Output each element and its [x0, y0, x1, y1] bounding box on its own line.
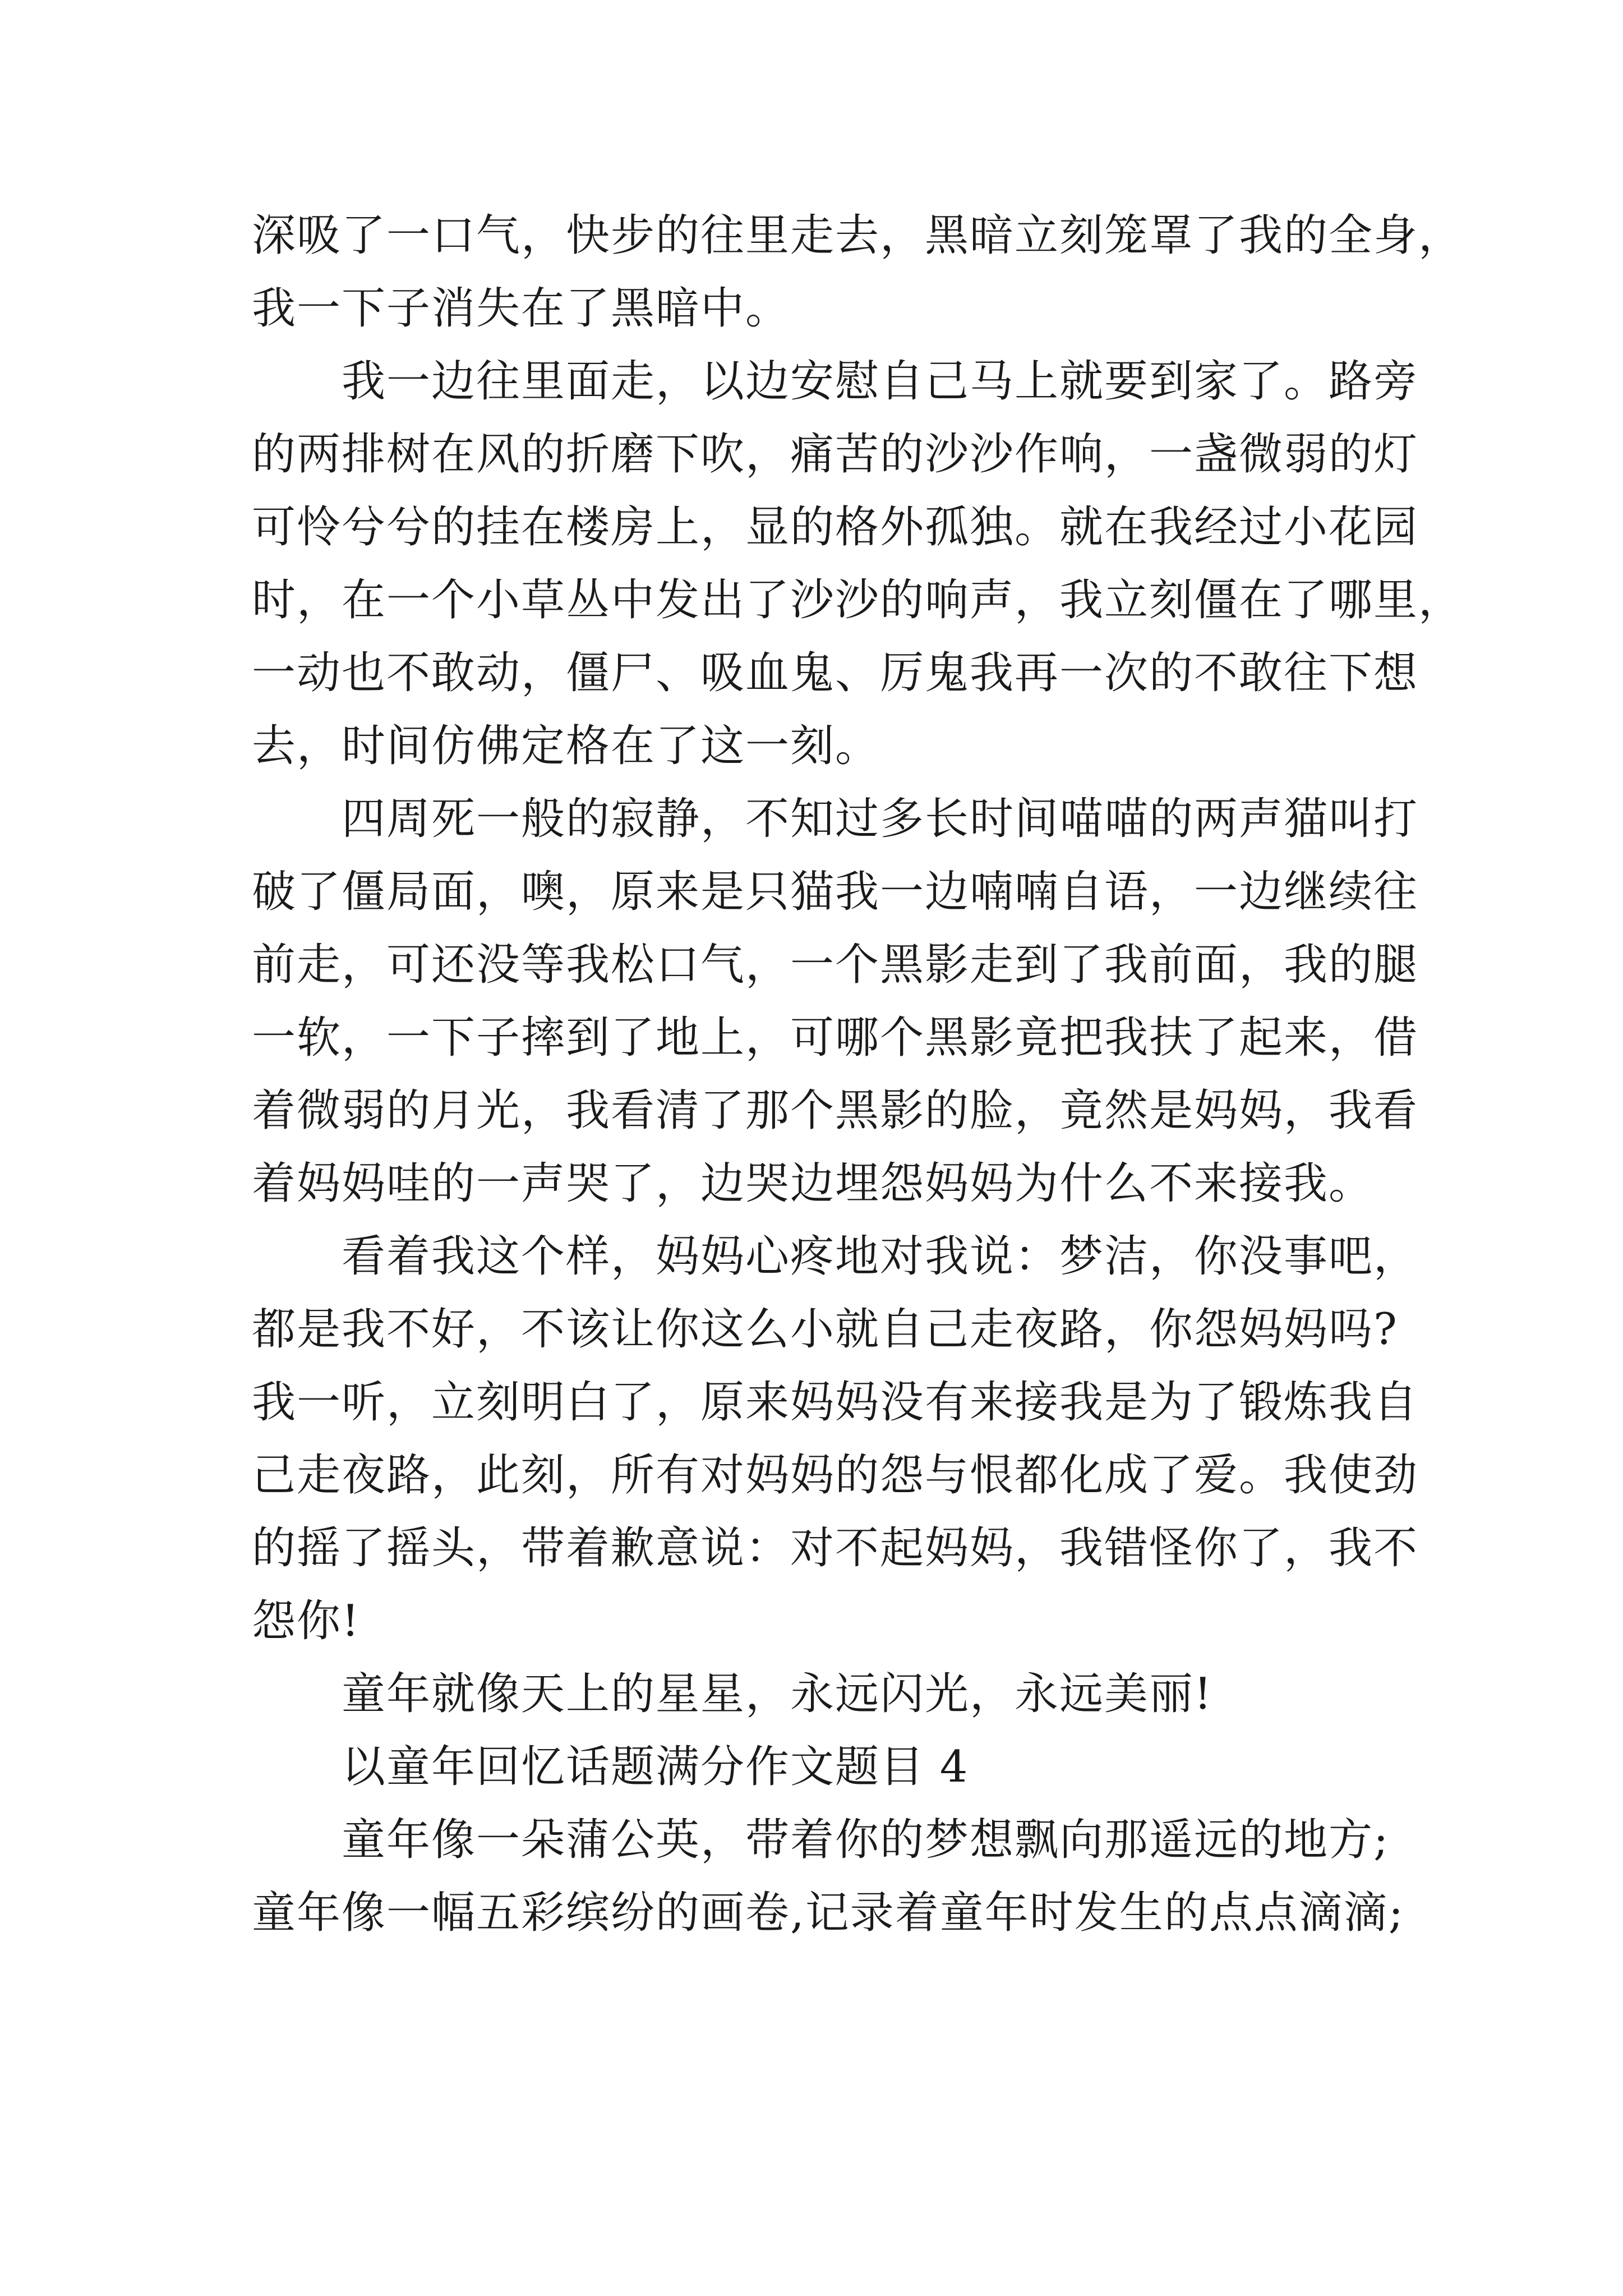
- paragraph: [252, 345, 1464, 783]
- text-line: 我一边往里面走，以边安慰自己马上就要到家了。路旁: [342, 356, 1419, 407]
- text-line: 着妈妈哇的一声哭了，边哭边埋怨妈妈为什么不来接我。: [252, 1158, 1374, 1209]
- text-line: 深吸了一口气，快步的往里走去，黑暗立刻笼罩了我的全身，: [252, 210, 1464, 261]
- paragraph: [252, 1803, 1405, 1949]
- text-line: 去，时间仿佛定格在了这一刻。: [252, 721, 880, 771]
- paragraph: [252, 1658, 1379, 1731]
- paragraph: [252, 1220, 1419, 1658]
- paragraph: [252, 1731, 1379, 1803]
- text-line: 的摇了摇头，带着歉意说：对不起妈妈，我错怪你了，我不: [252, 1523, 1419, 1573]
- text-line: 着微弱的月光，我看清了那个黑影的脸，竟然是妈妈，我看: [252, 1085, 1419, 1136]
- text-line: 我一听，立刻明白了，原来妈妈没有来接我是为了锻炼我自: [252, 1377, 1419, 1428]
- text-line: 都是我不好，不该让你这么小就自己走夜路，你怨妈妈吗?: [252, 1304, 1398, 1355]
- document-body: [252, 199, 1464, 1949]
- text-line: 童年就像天上的星星，永远闪光，永远美丽!: [342, 1669, 1213, 1719]
- text-line: 看着我这个样，妈妈心疼地对我说：梦洁，你没事吧，: [342, 1231, 1419, 1282]
- text-line: 我一下子消失在了黑暗中。: [252, 283, 791, 334]
- paragraph: [252, 783, 1419, 1220]
- paragraph: [252, 199, 1464, 345]
- text-line: 童年像一朵蒲公英，带着你的梦想飘向那遥远的地方;: [342, 1815, 1390, 1865]
- text-line: 一软，一下子摔到了地上，可哪个黑影竟把我扶了起来，借: [252, 1013, 1419, 1063]
- text-line: 一动也不敢动，僵尸、吸血鬼、厉鬼我再一次的不敢往下想: [252, 648, 1419, 698]
- text-line: 前走，可还没等我松口气，一个黑影走到了我前面，我的腿: [252, 940, 1419, 990]
- text-line: 童年像一幅五彩缤纷的画卷,记录着童年时发生的点点滴滴;: [252, 1888, 1405, 1938]
- text-line: 己走夜路，此刻，所有对妈妈的怨与恨都化成了爱。我使劲: [252, 1450, 1419, 1501]
- text-line: 可怜兮兮的挂在楼房上，显的格外孤独。就在我经过小花园: [252, 502, 1419, 553]
- text-line: 以童年回忆话题满分作文题目 4: [342, 1742, 969, 1792]
- text-line: 破了僵局面，噢，原来是只猫我一边喃喃自语，一边继续往: [252, 867, 1419, 917]
- text-line: 时，在一个小草丛中发出了沙沙的响声，我立刻僵在了哪里，: [252, 575, 1464, 625]
- text-line: 四周死一般的寂静，不知过多长时间喵喵的两声猫叫打: [342, 794, 1419, 844]
- text-line: 的两排树在风的折磨下吹，痛苦的沙沙作响，一盏微弱的灯: [252, 429, 1419, 480]
- text-line: 怨你!: [252, 1596, 361, 1646]
